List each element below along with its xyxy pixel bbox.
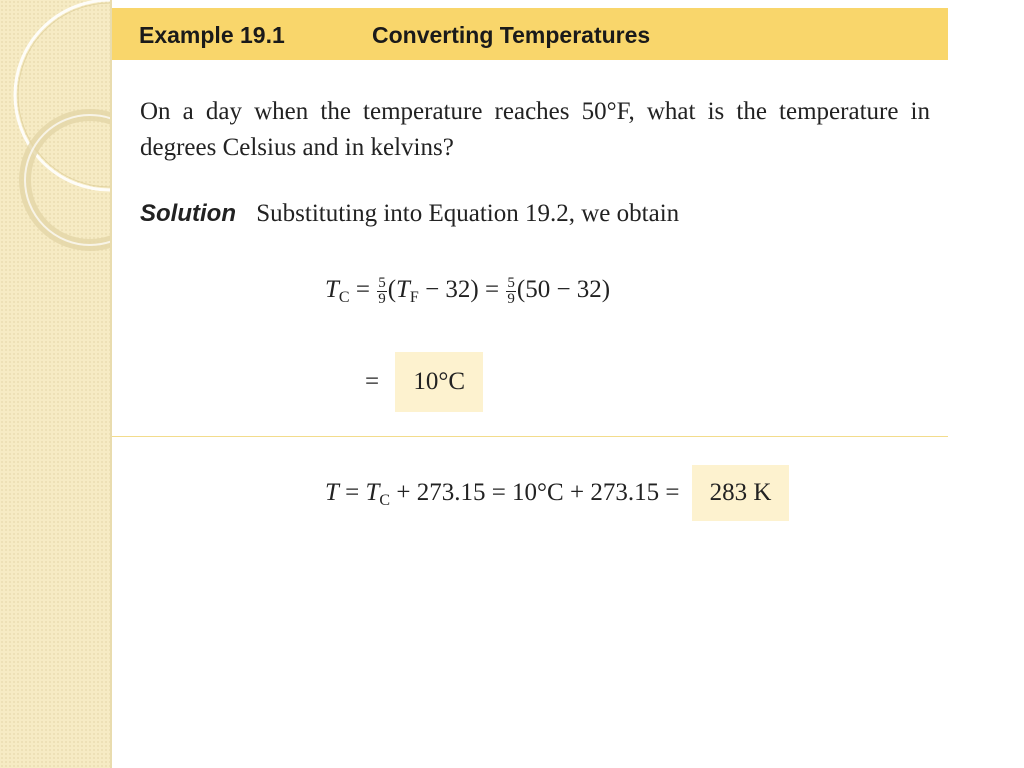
equation-celsius — [325, 276, 610, 307]
eq1-equals: = — [355, 276, 370, 304]
eq1-equals-2: = — [485, 276, 500, 304]
eq1-fraction — [377, 276, 387, 307]
solution-intro: Substituting into Equation 19.2, we obtain — [256, 200, 680, 227]
example-number: Example 19.1 — [139, 22, 285, 48]
kelvin-result-highlight: 283 K — [692, 465, 790, 521]
solution-label: Solution — [140, 200, 236, 227]
example-header — [112, 8, 948, 60]
eq1-open-paren: ( — [387, 276, 397, 304]
example-title: Converting Temperatures — [372, 22, 651, 48]
eq3-middle: + 273.15 = 10°C + 273.15 = — [390, 479, 680, 506]
eq1-frac-den: 9 — [378, 291, 386, 307]
equation-kelvin — [325, 465, 789, 521]
eq1-rhs: (50 − 32) — [516, 276, 611, 304]
eq1-var-sub: F — [409, 289, 419, 307]
eq2-equals: = — [365, 368, 380, 395]
equation-celsius-result — [365, 352, 483, 412]
eq1-frac2-den: 9 — [507, 291, 515, 307]
question-text: On a day when the temperature reaches 50°F, what is the temperature in degrees Celsius and in kelvins? — [140, 98, 930, 161]
eq1-frac-num: 5 — [378, 275, 386, 291]
eq1-minus-32: − 32) — [418, 276, 479, 304]
eq3-var: T — [365, 479, 380, 506]
celsius-result-highlight: 10°C — [395, 352, 483, 412]
eq1-fraction-2 — [506, 276, 516, 307]
eq3-var-sub: C — [379, 492, 391, 509]
eq1-var: T — [396, 276, 410, 304]
eq1-frac2-num: 5 — [507, 275, 515, 291]
eq3-lhs-var: T — [325, 479, 339, 506]
eq1-lhs-sub: C — [338, 289, 350, 307]
eq1-lhs-var: T — [325, 276, 339, 304]
eq3-equals: = — [345, 479, 360, 506]
solution-line — [140, 200, 679, 228]
decorative-rings-icon — [0, 0, 110, 300]
